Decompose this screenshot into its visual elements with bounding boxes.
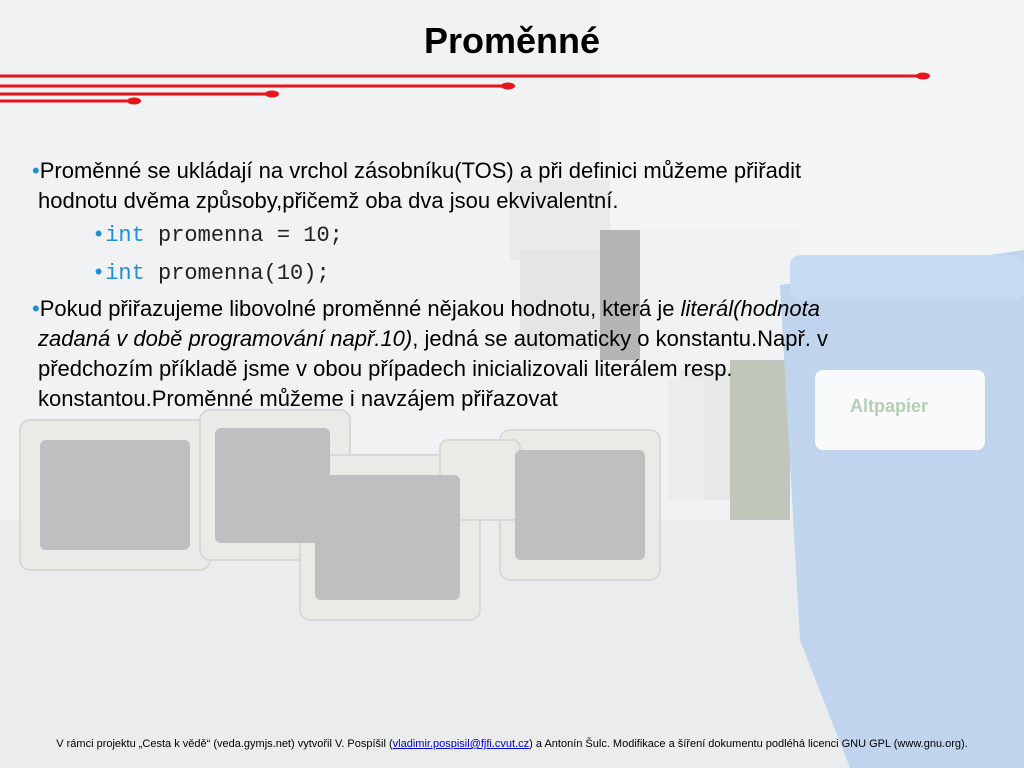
bullet-paragraph bbox=[32, 156, 858, 216]
code-example bbox=[38, 256, 858, 292]
footer-license bbox=[0, 737, 1024, 751]
bullet-marker: • bbox=[92, 223, 106, 248]
slide-body bbox=[32, 156, 858, 414]
paragraph-text: , jedná se automaticky o konstantu.Např. v předchozím příkladě jsme v obou případech inicializovali literálem resp. konstantou.Proměnné můžeme i navzájem přiřazovat bbox=[38, 326, 829, 411]
bullet-marker: • bbox=[92, 261, 106, 286]
code-text: promenna(10); bbox=[144, 261, 330, 286]
paragraph-text: Pokud přiřazujeme libovolné proměnné nějakou hodnotu, která je bbox=[39, 296, 681, 321]
code-keyword: int bbox=[105, 261, 145, 286]
footer-email-link[interactable]: vladimir.pospisil@fjfi.cvut.cz bbox=[392, 738, 530, 750]
bullet-paragraph bbox=[32, 294, 858, 414]
footer-text: V rámci projektu „Cesta k vědě“ (veda.gymjs.net) vytvořil V. Pospíšil ( bbox=[56, 738, 393, 750]
slide-title: Proměnné bbox=[423, 20, 601, 61]
paragraph-text: Proměnné se ukládají na vrchol zásobníku(TOS) a při definici můžeme přiřadit hodnotu dvěma způsoby,přičemž oba dva jsou ekvivalentní. bbox=[38, 158, 802, 213]
footer-text: ) a Antonín Šulc. Modifikace a šíření dokumentu podléhá licenci GNU GPL (www.gnu.org). bbox=[529, 738, 968, 750]
title-decor-lines bbox=[0, 68, 1024, 108]
bullet-marker: • bbox=[32, 158, 40, 183]
bullet-marker: • bbox=[32, 296, 40, 321]
code-text: promenna = 10; bbox=[144, 223, 343, 248]
code-example bbox=[38, 218, 858, 254]
code-keyword: int bbox=[105, 223, 145, 248]
paragraph-italic-text: literál(hodnota zadaná v době programování např.10) bbox=[38, 296, 820, 351]
